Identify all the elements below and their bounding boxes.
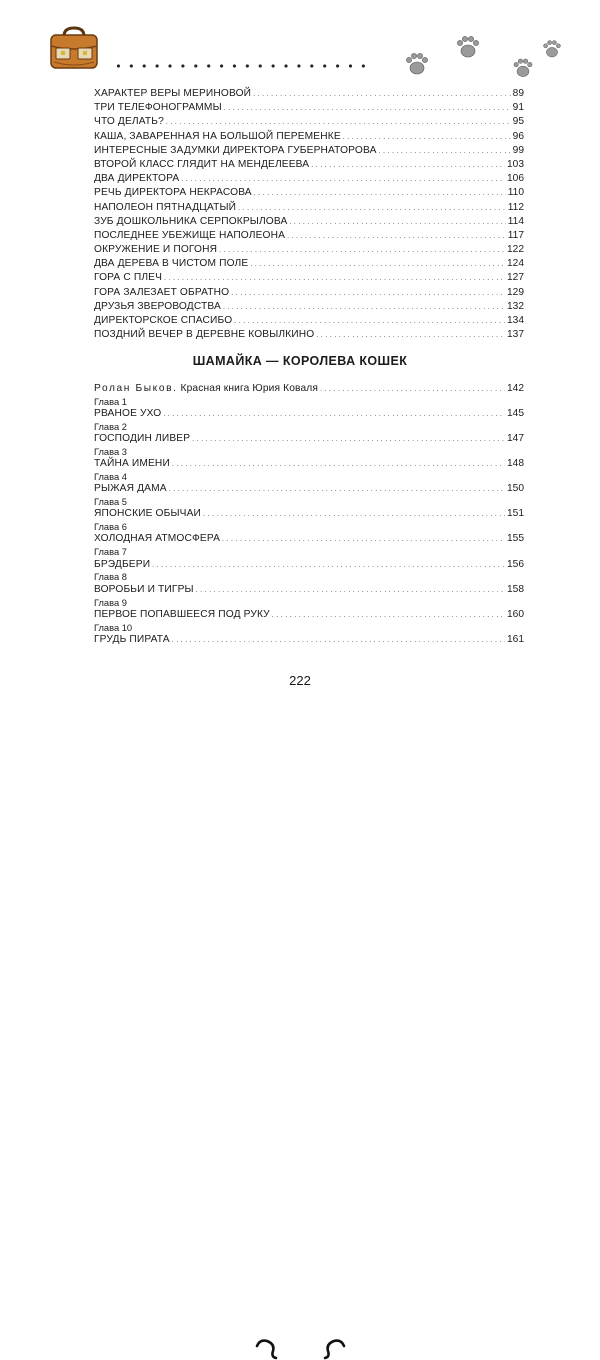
chapter-title: ПЕРВОЕ ПОПАВШЕЕСЯ ПОД РУКУ xyxy=(94,608,270,620)
dot-leader xyxy=(172,458,505,472)
toc-entry-page: 122 xyxy=(507,244,524,256)
toc-entry[interactable] xyxy=(94,584,524,597)
dot-leader xyxy=(320,383,505,397)
toc-entry[interactable] xyxy=(94,314,524,328)
toc-entry[interactable] xyxy=(94,201,524,215)
toc-entry-page: 132 xyxy=(507,300,524,312)
dot-leader xyxy=(166,115,511,130)
toc-entry[interactable] xyxy=(94,458,524,471)
dot-leader xyxy=(181,172,505,187)
chapter-label: Глава 9 xyxy=(94,597,127,608)
chapter-label: Глава 1 xyxy=(94,396,127,407)
toc-entry-title: КАША, ЗАВАРЕННАЯ НА БОЛЬШОЙ ПЕРЕМЕНКЕ xyxy=(94,130,341,142)
toc-entry-page: 89 xyxy=(512,88,524,99)
dot-leader xyxy=(254,186,506,201)
toc-entry-title: ГОРА С ПЛЕЧ xyxy=(94,272,163,284)
toc-entry-title: ЧТО ДЕЛАТЬ? xyxy=(94,116,164,128)
dot-leader xyxy=(164,271,505,286)
toc-entry[interactable] xyxy=(94,533,524,546)
toc-entry[interactable] xyxy=(94,158,524,172)
chapter-label: Глава 7 xyxy=(94,547,127,558)
chapter-page: 156 xyxy=(507,558,524,570)
chapter-title: БРЭДБЕРИ xyxy=(94,558,151,570)
toc-list-part2 xyxy=(94,383,524,647)
toc-entry-title: ЗУБ ДОШКОЛЬНИКА СЕРПОКРЫЛОВА xyxy=(94,215,288,227)
toc-entry[interactable] xyxy=(94,286,524,300)
toc-entry[interactable] xyxy=(94,229,524,243)
dot-leader xyxy=(192,433,505,447)
dot-leader xyxy=(152,559,505,573)
toc-entry[interactable] xyxy=(94,433,524,446)
chapter-label: Глава 3 xyxy=(94,447,127,458)
dot-leader xyxy=(289,215,505,230)
toc-entry-page: 117 xyxy=(507,229,524,241)
toc-entry-page: 127 xyxy=(507,272,524,284)
dot-leader xyxy=(231,286,505,301)
toc-entry-page: 134 xyxy=(507,315,524,326)
intro-title: Красная книга Юрия Коваля xyxy=(180,383,319,394)
chapter-title: ВОРОБЬИ И ТИГРЫ xyxy=(94,583,194,595)
chapter-page: 150 xyxy=(507,483,524,495)
dot-leader xyxy=(379,144,511,159)
toc-entry[interactable] xyxy=(94,328,524,342)
chapter-label: Глава 2 xyxy=(94,421,127,432)
toc-entry-title: ИНТЕРЕСНЫЕ ЗАДУМКИ ДИРЕКТОРА ГУБЕРНАТОРОВА xyxy=(94,144,377,156)
toc-entry-page: 114 xyxy=(507,215,524,227)
toc-entry-title: ТРИ ТЕЛЕФОНОГРАММЫ xyxy=(94,102,222,114)
chapter-page: 155 xyxy=(507,533,524,545)
dot-leader xyxy=(253,87,511,102)
toc-entry-title: ДВА ДЕРЕВА В ЧИСТОМ ПОЛЕ xyxy=(94,258,249,270)
toc-entry[interactable] xyxy=(94,559,524,572)
dot-leader xyxy=(250,257,505,272)
chapter-page: 158 xyxy=(507,583,524,595)
dot-leader xyxy=(234,314,505,329)
chapter-title: РВАНОЕ УХО xyxy=(94,408,162,420)
toc-entry-page: 95 xyxy=(512,116,524,128)
chapter-page: 151 xyxy=(507,508,524,520)
dot-leader xyxy=(223,300,505,315)
toc-entry-page: 103 xyxy=(507,158,524,170)
chapter-page: 147 xyxy=(507,433,524,445)
dot-leader xyxy=(316,328,505,343)
toc-entry[interactable] xyxy=(94,115,524,129)
toc-entry[interactable] xyxy=(94,215,524,229)
intro-author: Ролан Быков. xyxy=(94,383,178,394)
chapter-page: 145 xyxy=(507,408,524,420)
toc-entry[interactable] xyxy=(94,101,524,115)
toc-entry[interactable] xyxy=(94,609,524,622)
chapter-title: РЫЖАЯ ДАМА xyxy=(94,483,167,495)
chapter-title: ГОСПОДИН ЛИВЕР xyxy=(94,433,191,445)
dot-leader xyxy=(196,584,505,598)
toc-entry[interactable] xyxy=(94,508,524,521)
toc-entry[interactable] xyxy=(94,144,524,158)
dot-leader xyxy=(238,201,506,216)
chapter-title: ХОЛОДНАЯ АТМОСФЕРА xyxy=(94,533,221,545)
swirl-ornament-left-icon xyxy=(254,1338,278,1360)
dot-leader xyxy=(343,130,511,145)
dot-leader xyxy=(287,229,506,244)
dot-leader xyxy=(203,508,505,522)
dot-leader xyxy=(219,243,505,258)
briefcase-icon xyxy=(48,24,100,72)
toc-entry-title: РЕЧЬ ДИРЕКТОРА НЕКРАСОВА xyxy=(94,187,252,199)
toc-entry[interactable] xyxy=(94,408,524,421)
toc-entry[interactable] xyxy=(94,186,524,200)
chapter-label: Глава 10 xyxy=(94,622,133,633)
chapter-label: Глава 4 xyxy=(94,472,127,483)
toc-entry-page: 99 xyxy=(512,144,524,156)
toc-entry[interactable] xyxy=(94,257,524,271)
dot-leader xyxy=(163,408,505,422)
toc-entry-title: ДИРЕКТОРСКОЕ СПАСИБО xyxy=(94,315,233,326)
chapter-page: 160 xyxy=(507,608,524,620)
chapter-label: Глава 5 xyxy=(94,497,127,508)
toc-entry-page: 96 xyxy=(512,130,524,142)
toc-entry-title: НАПОЛЕОН ПЯТНАДЦАТЫЙ xyxy=(94,201,237,213)
chapter-label: Глава 8 xyxy=(94,572,127,583)
toc-entry-title: ХАРАКТЕР ВЕРЫ МЕРИНОВОЙ xyxy=(94,88,252,99)
dot-leader xyxy=(272,609,505,623)
page-header xyxy=(0,0,600,85)
toc-entry[interactable] xyxy=(94,483,524,496)
toc-entry[interactable] xyxy=(94,300,524,314)
toc-entry-page: 124 xyxy=(507,258,524,270)
toc-entry-title: ВТОРОЙ КЛАСС ГЛЯДИТ НА МЕНДЕЛЕЕВА xyxy=(94,158,310,170)
intro-page: 142 xyxy=(507,383,524,394)
toc-entry-page: 112 xyxy=(507,201,524,213)
paw-prints-icon xyxy=(395,32,575,82)
toc-entry-page: 106 xyxy=(507,173,524,185)
toc-entry-title: ГОРА ЗАЛЕЗАЕТ ОБРАТНО xyxy=(94,286,230,298)
toc-list-part1 xyxy=(94,87,524,342)
chapter-title: ТАЙНА ИМЕНИ xyxy=(94,458,170,470)
chapter-title: ГРУДЬ ПИРАТА xyxy=(94,633,170,645)
dotted-rule xyxy=(112,63,372,69)
chapter-title: ЯПОНСКИЕ ОБЫЧАИ xyxy=(94,508,201,520)
toc-entry[interactable] xyxy=(94,130,524,144)
chapter-page: 148 xyxy=(507,458,524,470)
toc-entry-page: 137 xyxy=(507,329,524,341)
toc-entry-title: ДРУЗЬЯ ЗВЕРОВОДСТВА xyxy=(94,300,221,312)
toc-entry-intro[interactable] xyxy=(94,383,524,396)
dot-leader xyxy=(172,634,505,648)
toc-entry[interactable] xyxy=(94,172,524,186)
toc-entry[interactable] xyxy=(94,87,524,101)
toc-entry-page: 110 xyxy=(507,187,524,199)
chapter-page: 161 xyxy=(507,633,524,645)
toc-entry-title: ОКРУЖЕНИЕ И ПОГОНЯ xyxy=(94,244,218,256)
toc-entry-title: ДВА ДИРЕКТОРА xyxy=(94,173,180,185)
chapter-label: Глава 6 xyxy=(94,522,127,533)
section-title: ШАМАЙКА — КОРОЛЕВА КОШЕК xyxy=(192,354,408,368)
dot-leader xyxy=(169,483,505,497)
toc-entry[interactable] xyxy=(94,634,524,647)
toc-entry[interactable] xyxy=(94,243,524,257)
toc-entry-title: ПОЗДНИЙ ВЕЧЕР В ДЕРЕВНЕ КОВЫЛКИНО xyxy=(94,329,315,341)
dot-leader xyxy=(311,158,505,173)
toc-entry[interactable] xyxy=(94,271,524,285)
dot-leader xyxy=(224,101,511,116)
page-number: 222 xyxy=(289,673,311,688)
swirl-ornament-right-icon xyxy=(323,1338,347,1360)
toc-entry-page: 91 xyxy=(512,102,524,114)
toc-entry-page: 129 xyxy=(507,286,524,298)
toc-entry-title: ПОСЛЕДНЕЕ УБЕЖИЩЕ НАПОЛЕОНА xyxy=(94,229,286,241)
dot-leader xyxy=(222,533,505,547)
